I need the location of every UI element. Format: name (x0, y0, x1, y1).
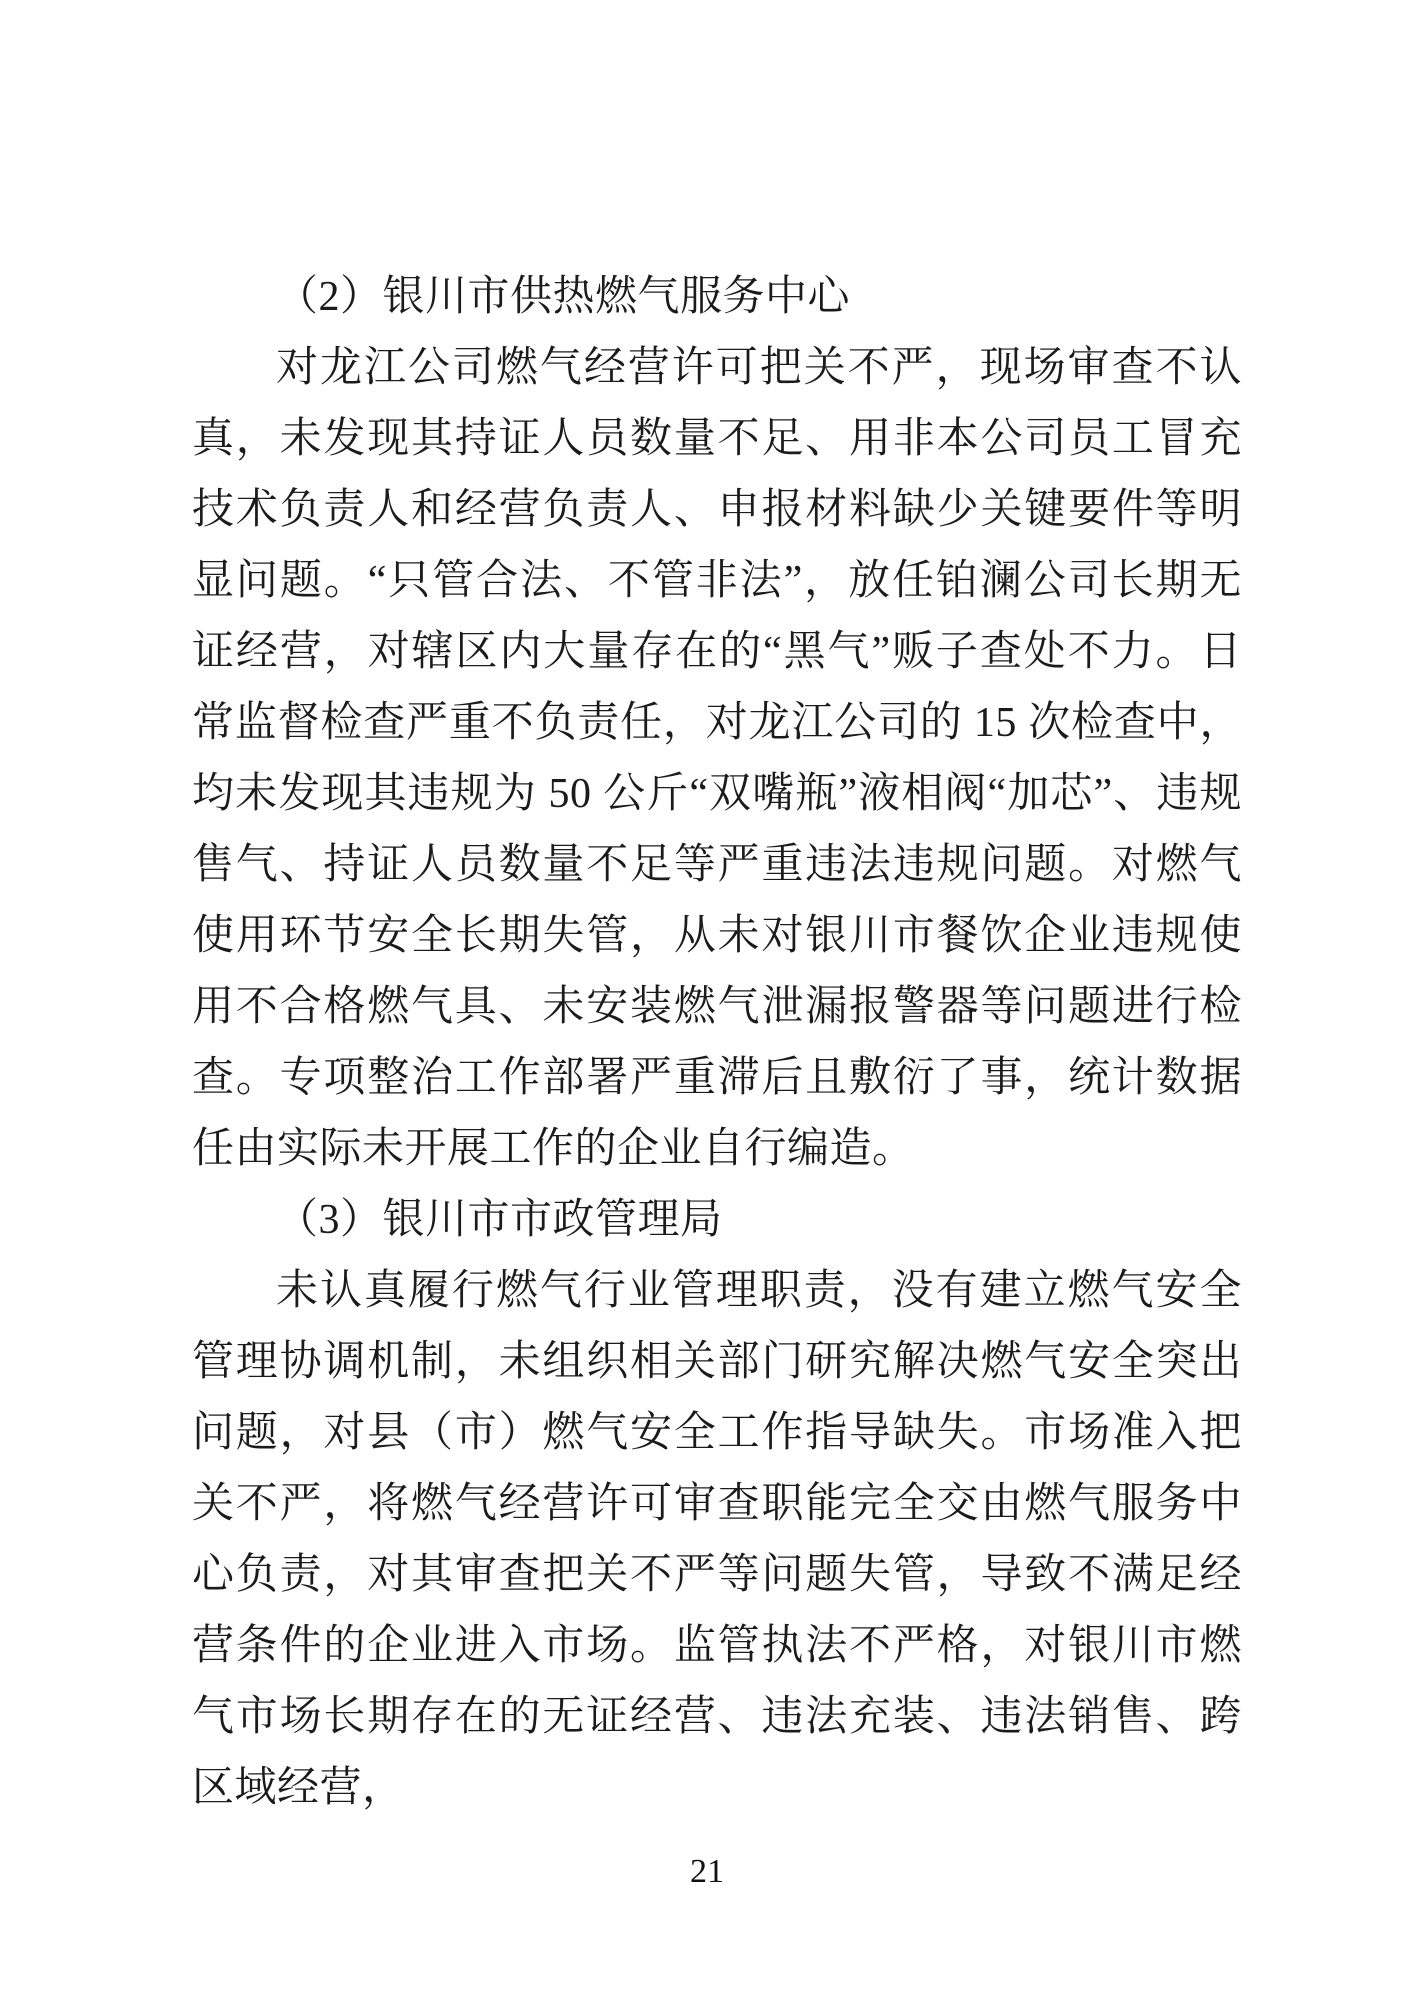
document-body (192, 262, 1242, 1824)
section-paragraph-3: 未认真履行燃气行业管理职责，没有建立燃气安全管理协调机制，未组织相关部门研究解决燃气安全突出问题，对县（市）燃气安全工作指导缺失。市场准入把关不严，将燃气经营许可审查职能完全交由燃气服务中心负责，对其审查把关不严等问题失管，导致不满足经营条件的企业进入市场。监管执法不严格，对银川市燃气市场长期存在的无证经营、违法充装、违法销售、跨区域经营， (192, 1268, 1242, 1811)
section-heading-2: （2）银川市供热燃气服务中心 (276, 274, 851, 320)
section-heading-3: （3）银川市市政管理局 (276, 1197, 723, 1243)
section-paragraph-2: 对龙江公司燃气经营许可把关不严，现场审查不认真，未发现其持证人员数量不足、用非本公司员工冒充技术负责人和经营负责人、申报材料缺少关键要件等明显问题。“只管合法、不管非法”，放任铂澜公司长期无证经营，对辖区内大量存在的“黑气”贩子查处不力。日常监督检查严重不负责任，对龙江公司的 15 次检查中，均未发现其违规为 50 公斤“双嘴瓶”液相阀“加芯”、违规售气、持证人员数量不足等严重违法违规问题。对燃气使用环节安全长期失管，从未对银川市餐饮企业违规使用不合格燃气具、未安装燃气泄漏报警器等问题进行检查。专项整治工作部署严重滞后且敷衍了事，统计数据任由实际未开展工作的企业自行编造。 (192, 345, 1242, 1172)
page-number: 21 (690, 1853, 724, 1890)
